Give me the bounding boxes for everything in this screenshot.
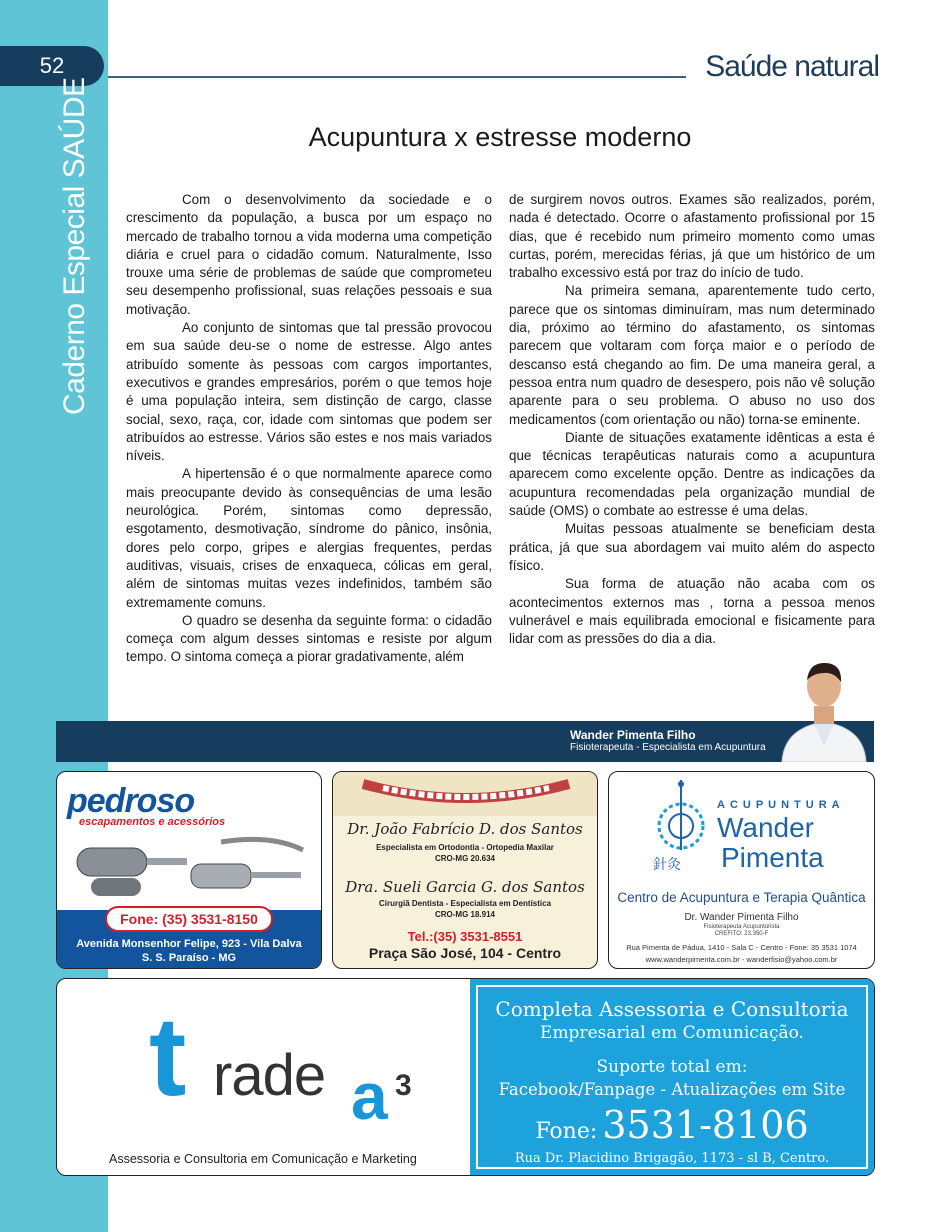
- trade-phone: 3531-8106: [602, 1103, 809, 1147]
- wander-title: Fisioterapeuta Acupunturista: [703, 924, 780, 930]
- trade-phone-label: Fone:: [535, 1119, 598, 1144]
- paragraph: Diante de situações exatamente idênticas a esta é que técnicas terapêuticas naturais como a acupuntura aparecem como excelente opção. Dentre as indicações da acupuntura recomendadas pela organização mundial de saúde (OMS) o combate ao estresse é uma delas.: [509, 429, 875, 519]
- paragraph: Ao conjunto de sintomas que tal pressão provocou em sua saúde deu-se o nome de estresse. Algo antes atribuído somente às pessoas com cargos importantes, executivos e grandes empresários, porém o que temos hoje é uma população inteira, sem distinção de cargo, classe social, sexo, raça, cor, idade com sintomas que podem ser atribuídos ao estresse. Vários são estes e nos mais variados níveis.: [126, 320, 492, 464]
- wander-surname: Pimenta: [721, 842, 824, 873]
- address-line: S. S. Paraíso - MG: [141, 952, 237, 964]
- trade-logo-t: t: [149, 994, 187, 1119]
- dentist-specialty: Especialista em Ortodontia - Ortopedia Maxilar: [376, 843, 554, 852]
- dentist-specialty: Cirurgiã Dentista - Especialista em Dentística: [378, 899, 552, 908]
- paragraph: Com o desenvolvimento da sociedade e o crescimento da população, a busca por um espaço no mercado de trabalho tornou a vida moderna uma competição diária e cruel para o cidadão comum. Naturalmente, Isso trouxe uma série de problemas de saúde que comprometeu seu desempenho profissional, suas relações pessoais e sua motivação.: [126, 192, 492, 317]
- wander-centro: Centro de Acupuntura e Terapia Quântica: [617, 890, 866, 905]
- paragraph: O quadro se desenha da seguinte forma: o cidadão começa com algum desses sintomas e resiste por algum tempo. O sintoma começa a piorar gradativamente, além: [126, 612, 492, 665]
- trade-services: Facebook/Fanpage - Atualizações em Site: [498, 1080, 846, 1099]
- article-column-right: [509, 191, 875, 648]
- ad-dentist[interactable]: [332, 771, 598, 969]
- trade-address: Rua Dr. Placidino Brigagão, 1173 - sl B, Centro.: [514, 1151, 830, 1166]
- wander-name: Wander: [717, 812, 815, 843]
- wander-label: ACUPUNTURA: [717, 799, 845, 811]
- paragraph: de surgirem novos outros. Exames são realizados, porém, nada é detectado. Ocorre o afastamento profissional por 15 dias, que é recebido num primeiro momento como umas curtas, porém, merecidas férias, já que um histórico de um trabalho excessivo está por traz do início de tudo.: [509, 192, 875, 281]
- address-line: Avenida Monsenhor Felipe, 923 - Vila Dalva: [76, 938, 302, 950]
- author-name: Wander Pimenta Filho: [570, 728, 696, 742]
- trade-logo-a: a: [351, 1059, 388, 1133]
- article-title: Acupuntura x estresse moderno: [308, 122, 692, 152]
- trade-subheadline: Empresarial em Comunicação.: [540, 1023, 804, 1043]
- dentist-name: Dr. João Fabrício D. dos Santos: [347, 820, 583, 838]
- trade-logo-3: 3: [395, 1069, 412, 1102]
- page-number: 52: [0, 46, 104, 86]
- section-title: Saúde natural: [705, 50, 879, 83]
- dentist-cro: CRO-MG 20.634: [434, 854, 496, 863]
- author-role: Fisioterapeuta - Especialista em Acupuntura: [570, 742, 766, 753]
- paragraph: Sua forma de atuação não acaba com os acontecimentos externos mas , torna a pessoa menos vulnerável e mais equilibrada emocional e fisicamente para lidar com as pressões do dia a dia.: [509, 576, 875, 647]
- paragraph: Muitas pessoas atualmente se beneficiam desta prática, já que sua abordagem vai muito além do aspecto físico.: [509, 521, 875, 573]
- teeth-image: [333, 772, 598, 816]
- pedroso-phone: Fone: (35) 3531-8150: [105, 906, 273, 932]
- trade-logo-area: [57, 979, 469, 1175]
- trade-info-border: [476, 985, 868, 1169]
- wander-web: www.wanderpimenta.com.br - wanderfisio@yahoo.com.br: [645, 955, 838, 964]
- author-portrait: [774, 650, 874, 762]
- ad-trade-a3[interactable]: [56, 978, 875, 1176]
- wander-crefito: CREFITO: 23.350-F: [714, 931, 769, 937]
- wander-address: Rua Pimenta de Pádua, 1410 - Sala C - Centro - Fone: 35 3531 1074: [626, 943, 857, 952]
- article-column-left: [126, 191, 492, 667]
- paragraph: Na primeira semana, aparentemente tudo certo, parece que os sintomas diminuíram, mas num determinado dia, próximo ao término do afastamento, os sintomas parecem que voltaram com força maior e o período de descanso está chegando ao fim. De uma maneira geral, a pessoa entra num quadro de desespero, pois não vê solução aparente para o seu problema. O abuso no uso dos medicamentos (com orientação ou não) torna-se eminente.: [509, 283, 875, 427]
- side-label: Caderno Especial SAÚDE: [58, 77, 91, 415]
- dentist-cro: CRO-MG 18.914: [434, 910, 496, 919]
- trade-info-panel: [470, 979, 874, 1175]
- dentist-name: Dra. Sueli Garcia G. dos Santos: [345, 878, 585, 896]
- pedroso-logo: pedroso: [67, 782, 195, 820]
- paragraph: A hipertensão é o que normalmente aparece como mais preocupante devido às consequências de uma lesão neurológica. Porém, sintomas como depressão, esgotamento, desmotivação, síndrome do pânico, insônia, dores pelo corpo, gripes e alergias frequentes, perdas auditivas, visuais, crises de enxaqueca, cólicas em geral, além de sintomas muitas vezes indefinidos, também são extremamente comuns.: [126, 466, 492, 610]
- trade-phone-row: [478, 1103, 866, 1147]
- dentist-address: Praça São José, 104 - Centro: [368, 945, 562, 961]
- exhaust-parts-image: [71, 834, 311, 906]
- trade-tagline: Assessoria e Consultoria em Comunicação e Marketing: [109, 1152, 417, 1166]
- pedroso-address: [57, 937, 321, 965]
- wander-doctor: Dr. Wander Pimenta Filho: [684, 912, 799, 923]
- pedroso-tagline: escapamentos e acessórios: [79, 816, 226, 828]
- trade-headline: Completa Assessoria e Consultoria: [495, 997, 849, 1021]
- header-rule: [108, 76, 686, 78]
- trade-support: Suporte total em:: [596, 1057, 748, 1077]
- trade-logo-rade: rade: [213, 1043, 326, 1108]
- ad-pedroso[interactable]: [56, 771, 322, 969]
- chinese-glyphs: 針灸: [653, 856, 681, 872]
- ad-wander-pimenta[interactable]: [608, 771, 875, 969]
- dentist-phone: Tel.:(35) 3531-8551: [407, 929, 523, 944]
